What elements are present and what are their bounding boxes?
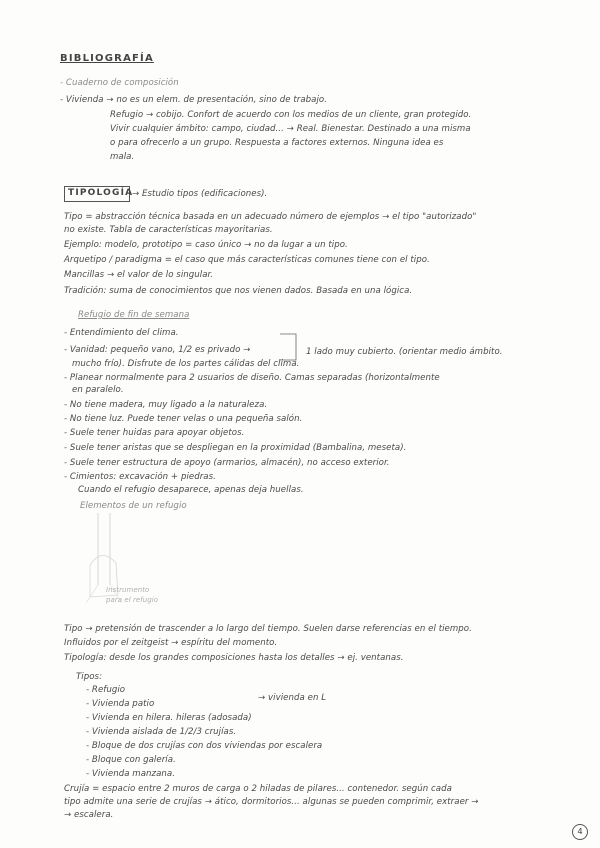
note-line: Tipo = abstracción técnica basada en un adecuado número de ejemplos → el tipo "autorizado" [64, 212, 477, 222]
figure-label: Elementos de un refugio [80, 501, 187, 511]
note-line: Influidos por el zeitgeist → espíritu del momento. [64, 638, 278, 648]
note-line: Arquetipo / paradigma = el caso que más características comunes tiene con el tipo. [64, 255, 430, 265]
list-item: - Bloque de dos crujías con dos viviendas por escalera [86, 741, 323, 751]
list-item: 1 lado muy cubierto. (orientar medio ámbito. [306, 347, 503, 357]
sketch-caption: para el refugio [106, 596, 159, 604]
list-note: → vivienda en L [258, 693, 327, 703]
list-item: - Refugio [86, 685, 126, 695]
note-line: - Cuaderno de composición [60, 78, 179, 88]
note-line: Ejemplo: modelo, prototipo = caso único → no da lugar a un tipo. [64, 240, 348, 250]
note-line: o para ofrecerlo a un grupo. Respuesta a factores externos. Ninguna idea es [110, 138, 444, 148]
list-item: - Vivienda en hilera. hileras (adosada) [86, 713, 252, 723]
list-item: - Entendimiento del clima. [64, 328, 179, 338]
note-line: Refugio → cobijo. Confort de acuerdo con los medios de un cliente, gran protegido. [110, 110, 472, 120]
note-line: mala. [110, 152, 135, 162]
page-title: BIBLIOGRAFÍA [60, 53, 154, 64]
list-item: - Vivienda patio [86, 699, 155, 709]
list-item: Cuando el refugio desaparece, apenas deja huellas. [78, 485, 304, 495]
list-item: - No tiene luz. Puede tener velas o una pequeña salón. [64, 414, 303, 424]
note-line: Mancillas → el valor de lo singular. [64, 270, 214, 280]
note-line: Tipología: desde los grandes composiciones hasta los detalles → ej. ventanas. [64, 653, 404, 663]
list-item: - Suele tener huidas para apoyar objetos. [64, 428, 245, 438]
list-heading: Tipos: [76, 672, 103, 682]
list-item: - Suele tener estructura de apoyo (armarios, almacén), no acceso exterior. [64, 458, 390, 468]
list-item: - Vanidad: pequeño vano, 1/2 es privado → [64, 345, 251, 355]
note-line: Tipo → pretensión de trascender a lo largo del tiempo. Suelen darse referencias en el tiempo. [64, 624, 472, 634]
list-item: - Planear normalmente para 2 usuarios de diseño. Camas separadas (horizontalmente [64, 373, 440, 383]
wall-sketch-icon [276, 332, 300, 362]
note-line: Tradición: suma de conocimientos que nos vienen dados. Basada en una lógica. [64, 286, 413, 296]
note-line: → escalera. [64, 810, 114, 820]
list-item: - No tiene madera, muy ligado a la naturaleza. [64, 400, 268, 410]
list-item: - Vivienda manzana. [86, 769, 176, 779]
list-item: mucho frío). Disfrute de los partes cálidas del clima. [72, 359, 300, 369]
note-line: Vivir cualquier ámbito: campo, ciudad... → Real. Bienestar. Destinado a una misma [110, 124, 471, 134]
note-line: tipo admite una serie de crujías → ático, dormitorios... algunas se pueden comprimir, extraer → [64, 797, 479, 807]
list-item: - Vivienda aislada de 1/2/3 crujías. [86, 727, 237, 737]
list-item: en paralelo. [72, 385, 124, 395]
subsection-heading: Refugio de fin de semana [78, 310, 190, 320]
note-line: - Vivienda → no es un elem. de presentación, sino de trabajo. [60, 95, 328, 105]
list-item: - Suele tener aristas que se despliegan en la proximidad (Bambalina, meseta). [64, 443, 407, 453]
note-line: Crujía = espacio entre 2 muros de carga o 2 hiladas de pilares... contenedor. según cada [64, 784, 452, 794]
list-item: - Bloque con galería. [86, 755, 176, 765]
list-item: - Cimientos: excavación + piedras. [64, 472, 216, 482]
section-heading: TIPOLOGÍA [68, 188, 134, 198]
note-line: → Estudio tipos (edificaciones). [132, 189, 268, 199]
page-number: 4 [572, 824, 588, 840]
sketch-caption: Instrumento [106, 586, 150, 594]
note-line: no existe. Tabla de características mayoritarias. [64, 225, 273, 235]
